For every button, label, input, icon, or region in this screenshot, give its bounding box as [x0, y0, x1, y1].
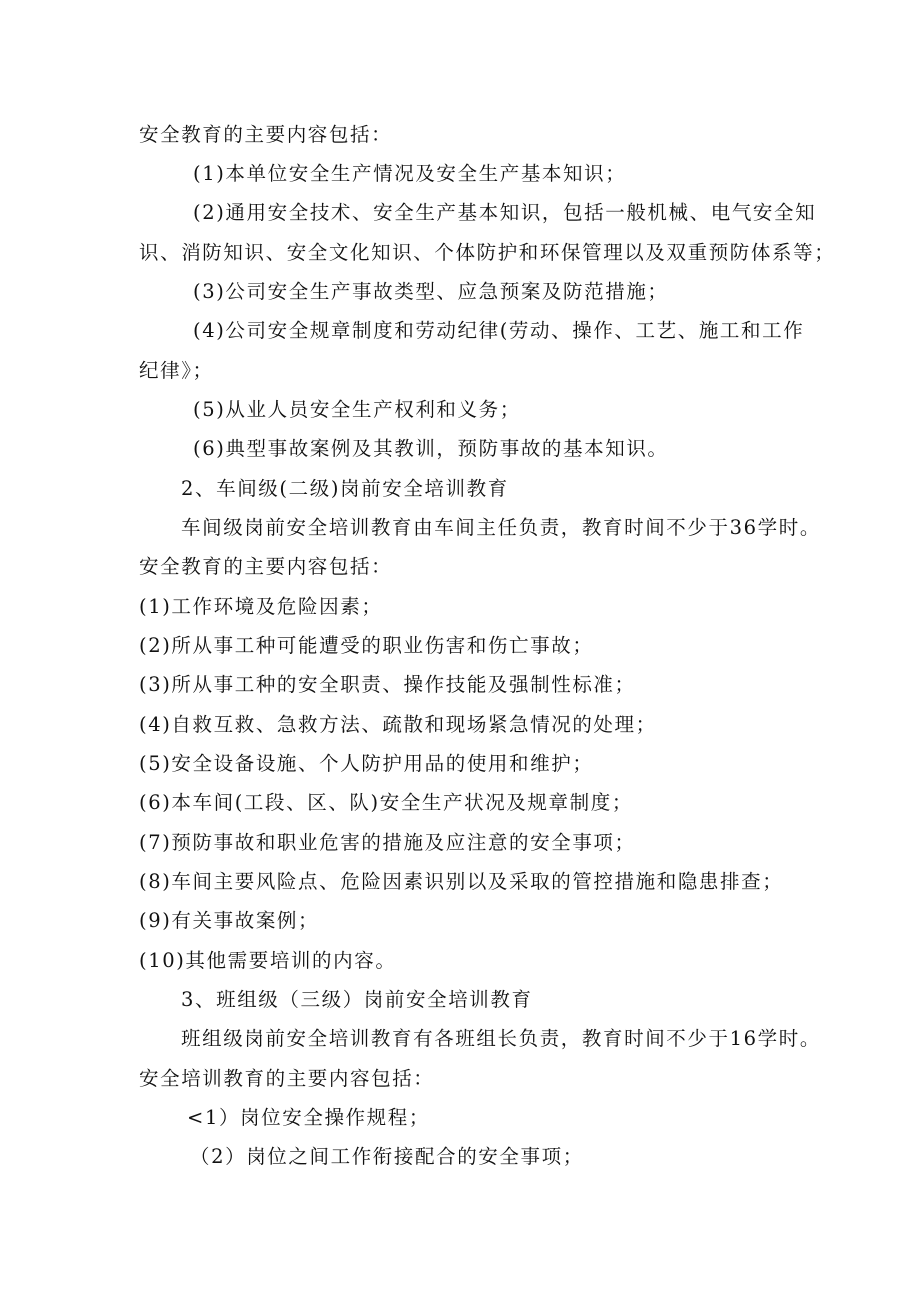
- list-item: (2)所从事工种可能遭受的职业伤害和伤亡事故；: [139, 634, 594, 657]
- list-item: (9)有关事故案例；: [139, 909, 320, 932]
- list-item: (4)公司安全规章制度和劳动纪律(劳动、操作、工艺、施工和工作: [193, 319, 805, 342]
- list-item: （2）岗位之间工作衔接配合的安全事项；: [190, 1145, 584, 1168]
- list-item: (7)预防事故和职业危害的措施及应注意的安全事项；: [139, 831, 636, 854]
- list-item: <1）岗位安全操作规程；: [187, 1106, 430, 1129]
- list-item: (4)自救互救、急救方法、疏散和现场紧急情况的处理；: [139, 713, 657, 736]
- list-item: (5)安全设备设施、个人防护用品的使用和维护；: [139, 752, 594, 775]
- paragraph-line: 班组级岗前安全培训教育有各班组长负责，教育时间不少于16学时。: [181, 1027, 821, 1050]
- paragraph-line: 车间级岗前安全培训教育由车间主任负责，教育时间不少于36学时。: [181, 516, 821, 539]
- list-item: (3)所从事工种的安全职责、操作技能及强制性标准；: [139, 673, 636, 696]
- list-item: (10)其他需要培训的内容。: [139, 949, 397, 972]
- section-heading: 3、班组级（三级）岗前安全培训教育: [181, 988, 533, 1011]
- list-item: (8)车间主要风险点、危险因素识别以及采取的管控措施和隐患排查；: [139, 870, 784, 893]
- list-item: (5)从业人员安全生产权利和义务；: [193, 398, 521, 421]
- list-item: (2)通用安全技术、安全生产基本知识，包括一般机械、电气安全知: [193, 201, 817, 224]
- text-line: 识、消防知识、安全文化知识、个体防护和环保管理以及双重预防体系等；: [139, 241, 836, 264]
- text-line: 安全教育的主要内容包括：: [139, 555, 393, 578]
- list-item: (6)本车间(工段、区、队)安全生产状况及规章制度；: [139, 791, 633, 814]
- text-line: 纪律》；: [139, 359, 214, 382]
- list-item: (1)本单位安全生产情况及安全生产基本知识；: [193, 162, 627, 185]
- list-item: (6)典型事故案例及其教训，预防事故的基本知识。: [193, 437, 669, 460]
- text-line: 安全培训教育的主要内容包括：: [139, 1067, 435, 1090]
- list-item: (3)公司安全生产事故类型、应急预案及防范措施；: [193, 280, 669, 303]
- section-heading: 2、车间级(二级)岗前安全培训教育: [181, 477, 509, 500]
- list-item: (1)工作环境及危险因素；: [139, 595, 383, 618]
- text-line: 安全教育的主要内容包括：: [139, 123, 393, 146]
